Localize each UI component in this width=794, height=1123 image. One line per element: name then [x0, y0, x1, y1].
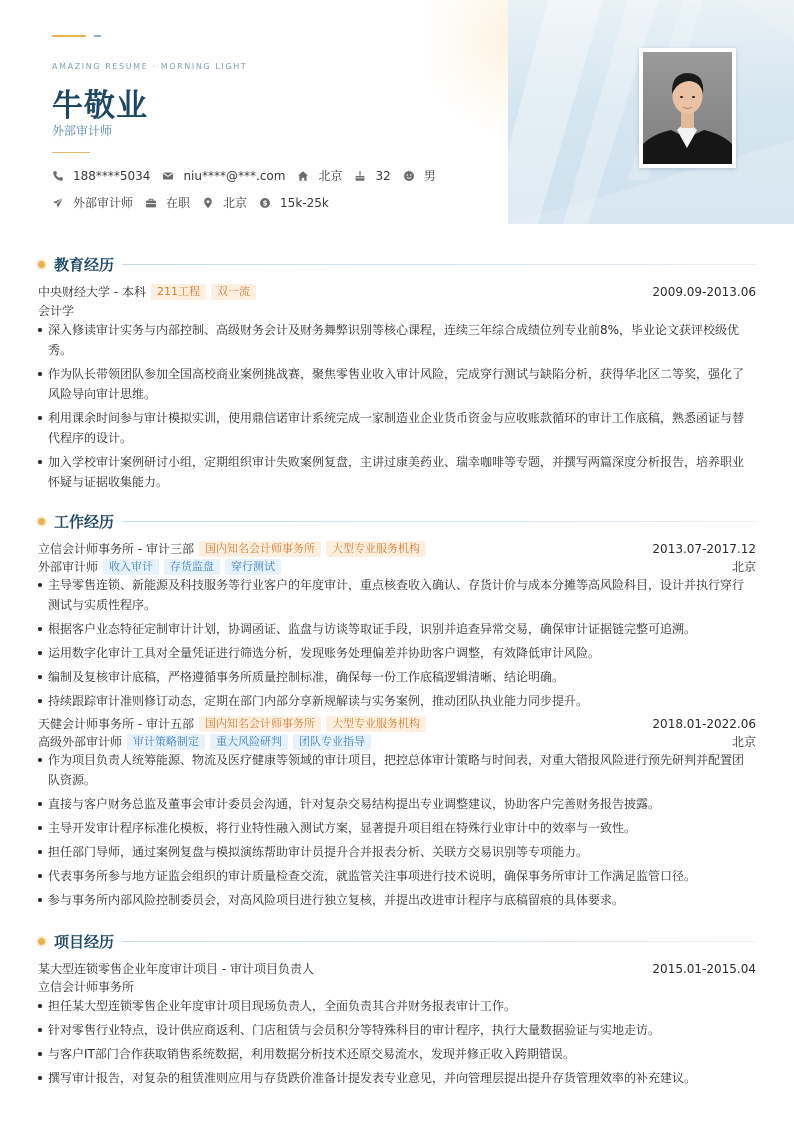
job-company-group [38, 715, 426, 732]
job-bullet: 代表事务所参与地方证监会组织的审计质量检查交流，就监管关注事项进行技术说明，确保事务所审计工作满足监管口径。 [38, 866, 756, 886]
job-entry-header [38, 540, 756, 557]
job-bullet: 运用数字化审计工具对全量凭证进行筛选分析，发现账务处理偏差并协助客户调整，有效降低审计风险。 [38, 643, 756, 663]
phone-icon [52, 170, 64, 182]
project-name: 某大型连锁零售企业年度审计项目 - 审计项目负责人 [38, 962, 314, 976]
accent-dash [52, 35, 86, 37]
job-bullet: 编制及复核审计底稿，严格遵循事务所质量控制标准，确保每一份工作底稿逻辑清晰、结论明确。 [38, 667, 756, 687]
job-city: 北京 [731, 735, 756, 749]
section-divider [122, 941, 756, 942]
section-dot-icon [38, 518, 45, 525]
work-heading: 工作经历 [54, 513, 115, 531]
contact-info-row [52, 167, 448, 184]
job-company: 立信会计师事务所 - 审计三部 [38, 542, 194, 556]
phone-item [52, 169, 150, 183]
gender-icon [403, 170, 415, 182]
email-item [162, 169, 285, 183]
company-tag: 国内知名会计师事务所 [199, 541, 321, 557]
project-bullet: 担任某大型连锁零售企业年度审计项目现场负责人，全面负责其合并财务报表审计工作。 [38, 996, 756, 1016]
school-tag: 211工程 [151, 284, 206, 300]
target-city-text: 北京 [223, 196, 248, 210]
project-bullet: 针对零售行业特点，设计供应商返利、门店租赁与会员积分等特殊科目的审计程序，执行大量数据验证与实地走访。 [38, 1020, 756, 1040]
job-bullet: 担任部门导师，通过案例复盘与模拟演练帮助审计员提升合并报表分析、关联方交易识别等专项能力。 [38, 842, 756, 862]
job-bullet: 根据客户业态特征定制审计计划，协调函证、监盘与访谈等取证手段，识别并追查异常交易，确保审计证据链完整可追溯。 [38, 619, 756, 639]
job-dates: 2013.07-2017.12 [652, 541, 756, 556]
section-dot-icon [38, 261, 45, 268]
role-tag: 审计策略制定 [127, 734, 205, 750]
project-bullet: 与客户IT部门合作获取销售系统数据，利用数据分析技术还原交易流水，发现并修正收入跨期错误。 [38, 1044, 756, 1064]
candidate-title: 外部审计师 [52, 124, 113, 138]
job-role-group [38, 733, 371, 750]
salary-icon [259, 197, 271, 209]
job-dates: 2018.01-2022.06 [652, 716, 756, 731]
education-bullet: 加入学校审计案例研讨小组，定期组织审计失败案例复盘，主讲过康美药业、瑞幸咖啡等专题，并撰写两篇深度分析报告，培养职业怀疑与证据收集能力。 [38, 452, 756, 492]
profile-photo [639, 48, 736, 168]
salary-text: 15k-25k [280, 195, 329, 210]
home-icon [297, 170, 309, 182]
education-major: 会计学 [38, 304, 75, 318]
job-company: 天健会计师事务所 - 审计五部 [38, 717, 194, 731]
role-tag: 穿行测试 [225, 559, 281, 575]
svg-text:$: $ [262, 199, 268, 208]
briefcase-icon [145, 197, 157, 209]
job-role: 高级外部审计师 [38, 735, 123, 749]
resume-header [0, 0, 794, 224]
project-bullet-list [38, 996, 756, 1088]
company-tag: 大型专业服务机构 [326, 541, 426, 557]
education-school: 中央财经大学 - 本科 [38, 285, 146, 299]
location-pin-icon [202, 197, 214, 209]
role-tag: 收入审计 [103, 559, 159, 575]
job-bullet: 参与事务所内部风险控制委员会，对高风险项目进行独立复核，并提出改进审计程序与底稿留痕的具体要求。 [38, 890, 756, 910]
job-bullet: 作为项目负责人统筹能源、物流及医疗健康等领域的审计项目，把控总体审计策略与时间表，对重大错报风险进行预先研判并配置团队资源。 [38, 750, 756, 790]
education-section-header [38, 254, 756, 275]
job-bullet: 持续跟踪审计准则修订动态，定期在部门内部分享新规解读与实务案例，推动团队执业能力同步提升。 [38, 691, 756, 711]
gender-item [403, 167, 436, 184]
mail-icon [162, 170, 174, 182]
target-job-item [52, 194, 133, 211]
gender-text: 男 [423, 169, 436, 183]
job-role-row [38, 558, 756, 575]
company-tag: 国内知名会计师事务所 [199, 716, 321, 732]
phone-text: 188****5034 [73, 168, 151, 183]
job-role: 外部审计师 [38, 560, 99, 574]
job-bullet-list [38, 575, 756, 711]
education-bullet-list [38, 320, 756, 492]
education-heading: 教育经历 [54, 256, 115, 274]
projects-heading: 项目经历 [54, 933, 115, 951]
project-organization: 立信会计师事务所 [38, 980, 135, 994]
job-bullet: 主导开发审计程序标准化模板，将行业特性融入测试方案，显著提升项目组在特殊行业审计中的效率与一致性。 [38, 818, 756, 838]
job-entry-header [38, 715, 756, 732]
portrait-image [643, 52, 732, 164]
hometown-text: 北京 [318, 169, 343, 183]
age-text: 32 [375, 168, 391, 183]
target-job-text: 外部审计师 [73, 196, 134, 210]
project-entry-header [38, 960, 756, 977]
title-underline [52, 152, 90, 153]
job-bullet: 直接与客户财务总监及董事会审计委员会沟通，针对复杂交易结构提出专业调整建议，协助客户完善财务报告披露。 [38, 794, 756, 814]
resume-kicker: AMAZING RESUME · MORNING LIGHT [52, 62, 248, 71]
school-tag: 双一流 [211, 284, 256, 300]
role-tag: 存货监盘 [164, 559, 220, 575]
job-intent-row [52, 194, 341, 211]
education-bullet: 利用课余时间参与审计模拟实训，使用鼎信诺审计系统完成一家制造业企业货币资金与应收账款循环的审计工作底稿，熟悉函证与替代程序的设计。 [38, 408, 756, 448]
education-dates: 2009.09-2013.06 [652, 284, 756, 299]
section-dot-icon [38, 938, 45, 945]
status-text: 在职 [166, 196, 191, 210]
age-item [354, 169, 390, 183]
education-bullet: 作为队长带领团队参加全国高校商业案例挑战赛，聚焦零售业收入审计风险，完成穿行测试与缺陷分析，获得华北区二等奖，强化了风险导向审计思维。 [38, 364, 756, 404]
job-company-group [38, 540, 426, 557]
accent-dash-small [94, 35, 101, 37]
education-bullet: 深入修读审计实务与内部控制、高级财务会计及财务舞弊识别等核心课程，连续三年综合成绩位列专业前8%，毕业论文获评校级优秀。 [38, 320, 756, 360]
project-bullet: 撰写审计报告，对复杂的租赁准则应用与存货跌价准备计提发表专业意见，并向管理层提出提升存货管理效率的补充建议。 [38, 1068, 756, 1088]
job-role-row [38, 733, 756, 750]
email-text: niu****@***.com [183, 168, 286, 183]
status-item [145, 194, 190, 211]
work-section-header [38, 511, 756, 532]
education-school-group [38, 283, 256, 300]
job-role-group [38, 558, 281, 575]
company-tag: 大型专业服务机构 [326, 716, 426, 732]
candidate-name: 牛敬业 [52, 88, 148, 124]
hometown-item [297, 167, 342, 184]
target-city-item [202, 194, 247, 211]
job-bullet-list [38, 750, 756, 910]
project-dates: 2015.01-2015.04 [652, 961, 756, 976]
job-city: 北京 [731, 560, 756, 574]
role-tag: 重大风险研判 [210, 734, 288, 750]
education-entry-header [38, 283, 756, 300]
section-divider [122, 264, 756, 265]
salary-item [259, 196, 329, 210]
projects-section-header [38, 931, 756, 952]
section-divider [122, 521, 756, 522]
cake-icon [354, 170, 366, 182]
role-tag: 团队专业指导 [293, 734, 371, 750]
send-icon [52, 197, 64, 209]
job-bullet: 主导零售连锁、新能源及科技服务等行业客户的年度审计，重点核查收入确认、存货计价与成本分摊等高风险科目，设计并执行穿行测试与实质性程序。 [38, 575, 756, 615]
